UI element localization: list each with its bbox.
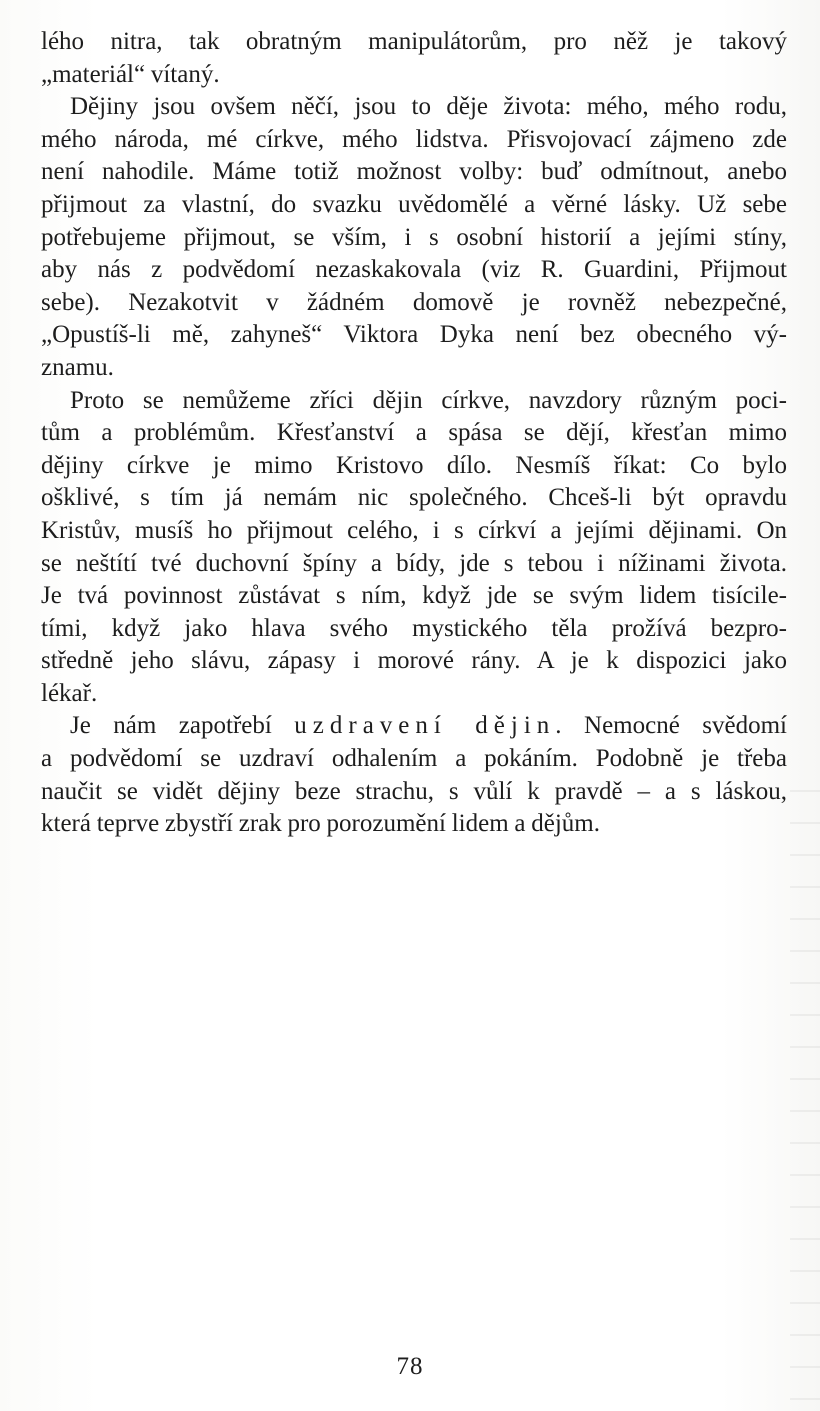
text-line: tům a problémům. Křesťanství a spása se dějí, křesťan mimo [41,419,787,447]
text-line: mého národa, mé církve, mého lidstva. Přisvojovací zájmeno zde [41,125,787,153]
text-line: se neštítí tvé duchovní špíny a bídy, jde s tebou i nížinami života. [41,549,787,577]
text-line: Je tvá povinnost zůstávat s ním, když jde se svým lidem tisícile- [41,582,787,610]
text-line: lého nitra, tak obratným manipulátorům, pro něž je takový [41,28,787,55]
page-number: 78 [396,1353,424,1380]
text-line [41,710,787,743]
emphasized-text: uzdravení dějin [294,712,556,740]
text-line: „Opustíš-li mě, zahyneš“ Viktora Dyka není bez obecného vý- [41,321,787,349]
text-line: „materiál“ vítaný. [41,60,220,88]
show-through-text [790,790,820,1410]
text-line: potřebujeme přijmout, se vším, i s osobní historií a jejími stíny, [41,223,787,251]
paragraph-4 [41,710,787,840]
text-line: lékař. [41,679,98,707]
text-line: dějiny církve je mimo Kristovo dílo. Nesmíš říkat: Co bylo [41,451,787,479]
text-line: znamu. [41,353,114,381]
text-line: přijmout za vlastní, do svazku uvědomělé a věrné lásky. Už sebe [41,190,787,218]
text-line: naučit se vidět dějiny beze strachu, s vůlí k pravdě – a s láskou, [41,777,787,805]
text-line: a podvědomí se uzdraví odhalením a pokáním. Podobně je třeba [41,745,787,773]
text-run: Je nám zapotřebí [70,712,295,740]
text-line: ošklivé, s tím já nemám nic společného. Chceš-li být opravdu [41,484,787,512]
text-line: která teprve zbystří zrak pro porozumění lidem a dějům. [41,810,600,838]
text-line: není nahodile. Máme totiž možnost volby: buď odmítnout, anebo [41,158,787,186]
text-line: Proto se nemůžeme zříci dějin církve, navzdory různým poci- [70,386,787,414]
text-line: Kristův, musíš ho přijmout celého, i s církví a jejími dějinami. On [41,516,787,544]
paragraph-1 [41,26,787,91]
text-run: . Nemocné svědomí [555,712,787,740]
text-line: středně jeho slávu, zápasy i morové rány. A je k dispozici jako [41,647,787,675]
paragraph-3 [41,385,787,711]
text-line: sebe). Nezakotvit v žádném domově je rovněž nebezpečné, [41,288,787,316]
text-line: Dějiny jsou ovšem něčí, jsou to děje života: mého, mého rodu, [70,93,787,121]
text-line: tími, když jako hlava svého mystického těla prožívá bezpro- [41,614,787,642]
text-line: aby nás z podvědomí nezaskakovala (viz R. Guardini, Přijmout [41,256,787,284]
body-text [41,26,787,841]
paragraph-2 [41,91,787,384]
